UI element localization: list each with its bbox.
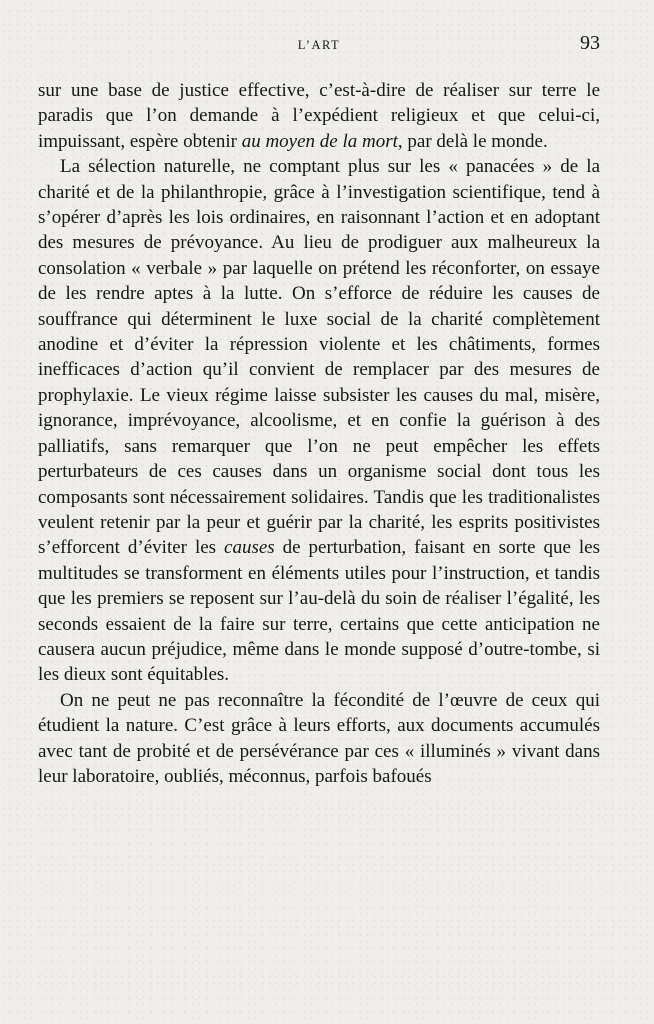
- running-title: L’ART: [297, 38, 341, 52]
- book-page: [38, 30, 600, 789]
- running-head: [38, 30, 600, 66]
- page-number: 93: [580, 32, 600, 54]
- paragraph-2-text-a: La sélection naturelle, ne comptant plus sur les « panacées » de la charité et de la philanthropie, grâce à l’investigation scientifique, tend à s’opérer d’après les lois ordinaires, en raisonnant l’action et en adoptant des mesures de prévoyance. Au lieu de prodiguer aux malheureux la consolation « verbale » par laquelle on prétend les réconforter, on essaye de les rendre aptes à la lutte. On s’efforce de réduire les causes de souffrance qui déterminent le luxe social de la charité complètement anodine et d’éviter la répression violente et les châtiments, formes inefficaces d’action qu’il convient de remplacer par des mesures de prophylaxie. Le vieux régime laisse subsister les causes du mal, misère, ignorance, imprévoyance, alcoolisme, et en confie la guérison à des palliatifs, sans remarquer que l’on ne peut empêcher les effets perturbateurs de ces causes dans un organisme social dont tous les composants sont nécessairement solidaires. Tandis que les traditionalistes veulent retenir par la peur et guérir par la charité, les esprits positivistes s’efforcent d’éviter les: [38, 156, 600, 559]
- paragraph-2-italic-causes: causes: [224, 537, 275, 559]
- paragraph-2-text-b: de perturbation, faisant en sorte que les multitudes se transforment en éléments utiles pour l’instruction, et tandis que les premiers se reposent sur l’au-delà du soin de réaliser l’égalité, les seconds essaient de la faire sur terre, certains que cette anticipation ne causera aucun préjudice, même dans le monde supposé d’outre-tombe, si les dieux sont équitables.: [38, 537, 600, 686]
- paragraph-1-text-a: sur une base de justice effective, c’est-à-dire de réaliser sur terre le paradis que l’on demande à l’expédient religieux et que celui-ci, impuissant, espère obtenir: [38, 80, 600, 152]
- paragraph-3: [38, 688, 600, 790]
- paragraph-1-text-b: , par delà le monde.: [397, 130, 548, 152]
- body-text: [38, 78, 600, 789]
- paragraph-1-italic-au-moyen-de-la-mort: au moyen de la mort: [241, 130, 398, 152]
- paragraph-2: [38, 154, 600, 688]
- paragraph-1: [38, 78, 600, 154]
- paragraph-3-text: On ne peut ne pas reconnaître la fécondité de l’œuvre de ceux qui étudient la nature. C’est grâce à leurs efforts, aux documents accumulés avec tant de probité et de persévérance par ces « illuminés » vivant dans leur laboratoire, oubliés, méconnus, parfois bafoués: [38, 689, 600, 787]
